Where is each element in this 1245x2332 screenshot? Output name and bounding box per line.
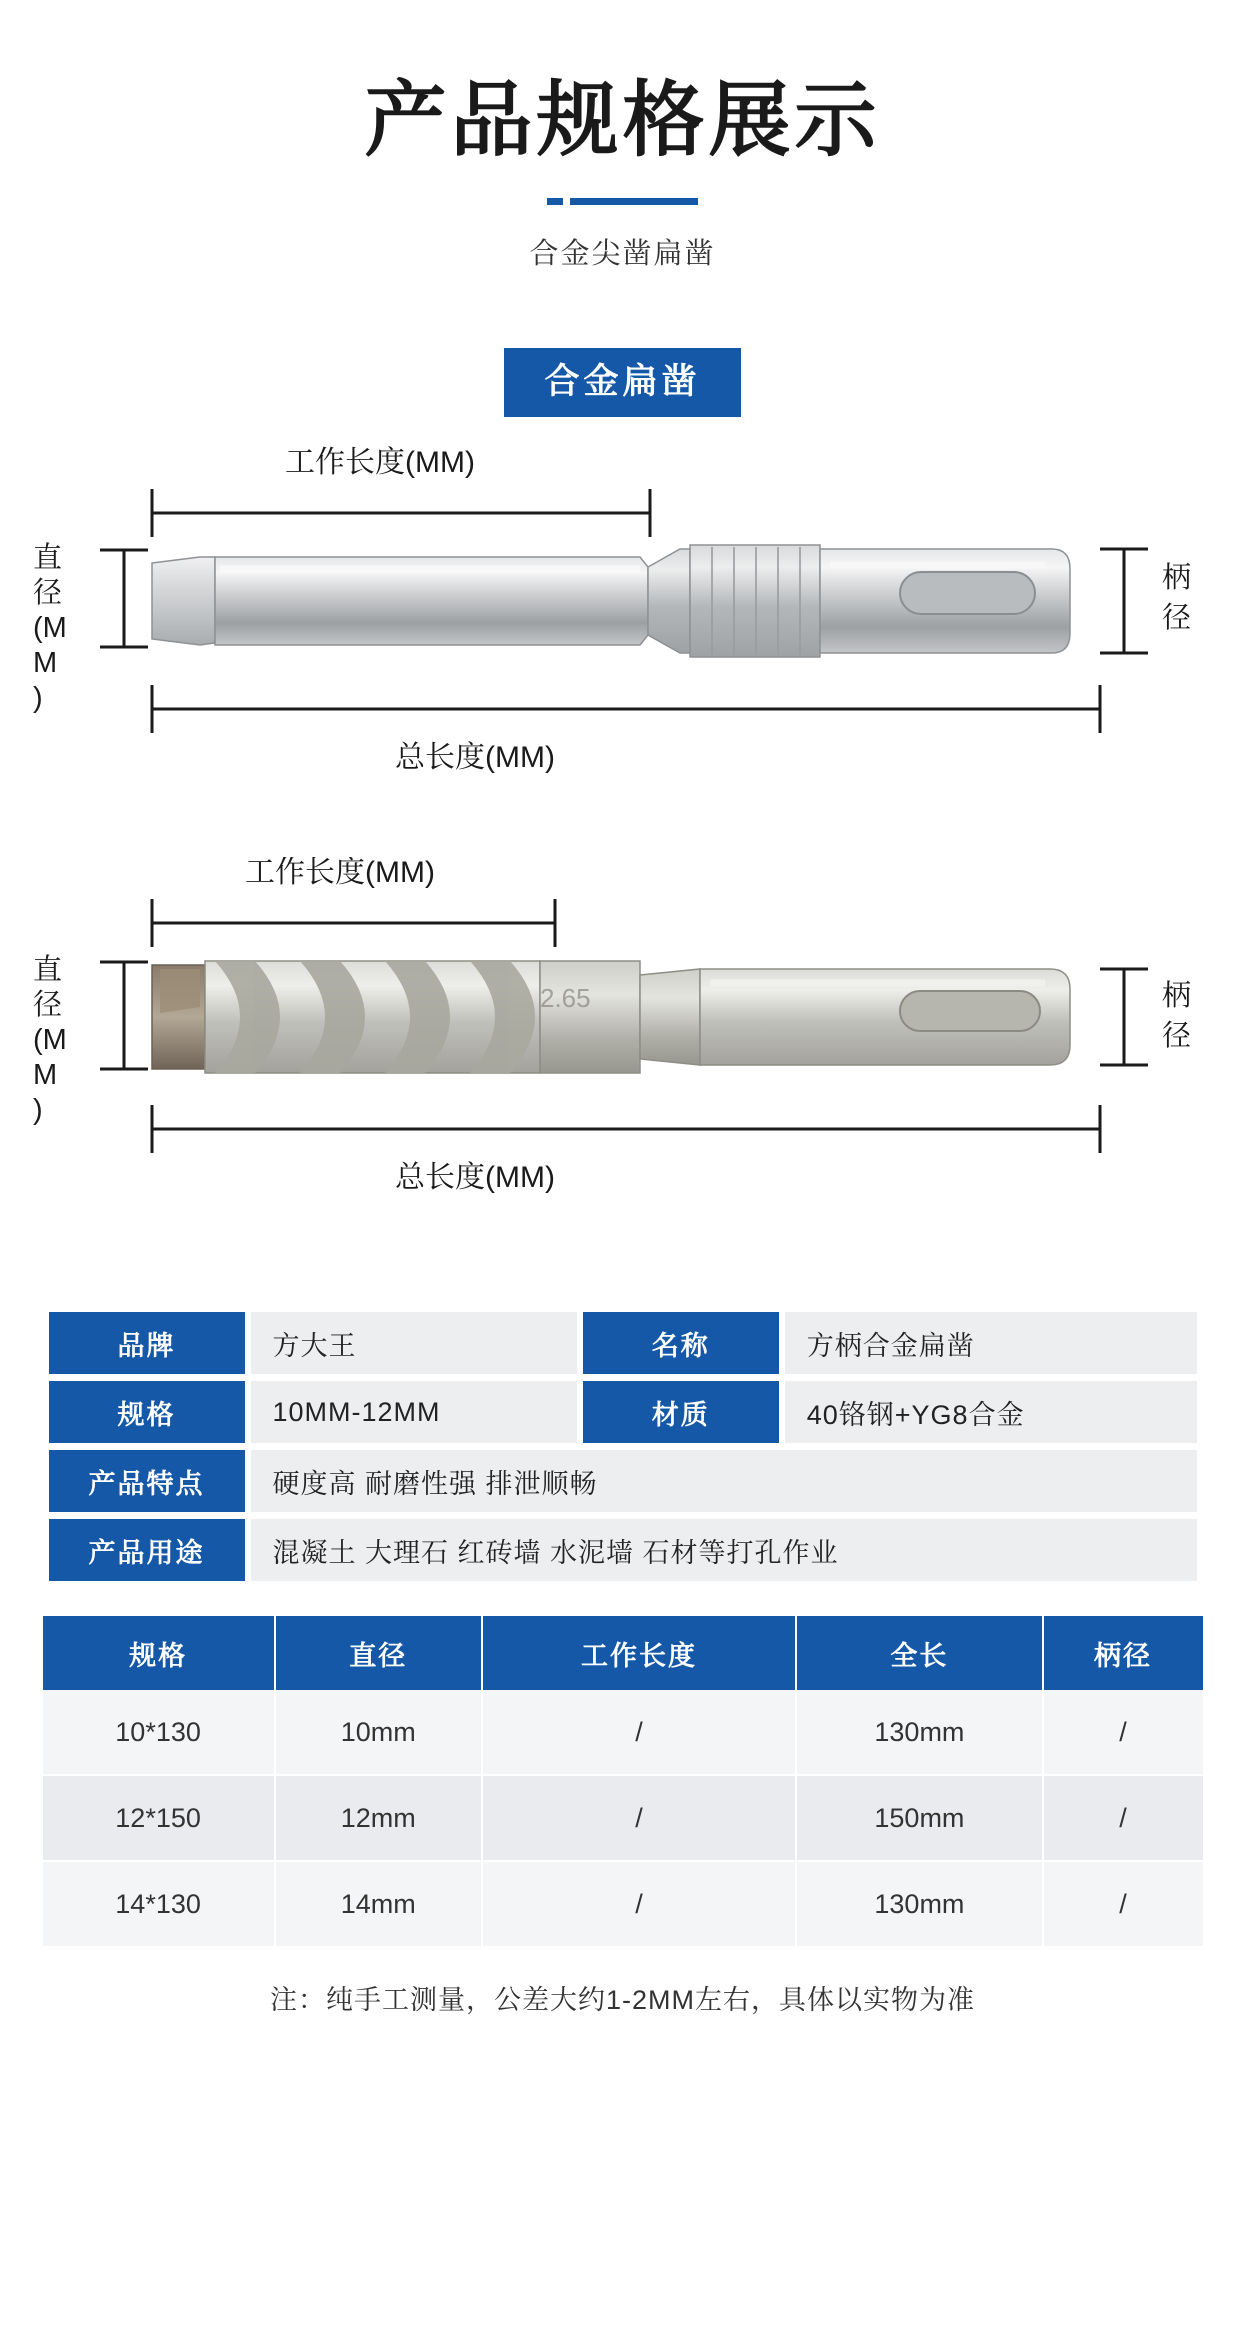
dim-diameter-2 <box>100 962 148 1069</box>
table-row <box>43 1690 1203 1775</box>
section-badge: 合金扁凿 <box>504 348 740 417</box>
spec-value-brand: 方大王 <box>251 1312 577 1374</box>
size-cell: / <box>482 1775 796 1861</box>
spec-label-features: 产品特点 <box>49 1450 245 1512</box>
dim-working-length-label-2: 工作长度(MM) <box>245 857 435 890</box>
spec-label-size: 规格 <box>49 1381 245 1443</box>
size-cell: / <box>1043 1690 1203 1775</box>
spec-label-name: 名称 <box>583 1312 779 1374</box>
dim-diameter-label-1b: 径 <box>33 577 63 610</box>
page-title: 产品规格展示 <box>364 73 881 168</box>
dim-shank-diameter-2 <box>1100 969 1148 1065</box>
dim-shank-label-1a: 柄 <box>1162 562 1192 595</box>
divider-segment-large <box>570 198 698 205</box>
spec-label-usage: 产品用途 <box>49 1519 245 1581</box>
size-cell: 14mm <box>275 1861 482 1947</box>
dim-diameter-label-2a: 直 <box>33 954 63 987</box>
dim-total-length-1 <box>152 685 1100 733</box>
size-cell: 130mm <box>796 1861 1042 1947</box>
size-cell: 10*130 <box>43 1690 275 1775</box>
size-cell: 150mm <box>796 1775 1042 1861</box>
measurement-note: 注：纯手工测量，公差大约1-2MM左右，具体以实物为准 <box>269 1985 975 2016</box>
svg-text:2.65: 2.65 <box>540 983 591 1014</box>
page-header <box>0 0 1245 272</box>
dim-shank-diameter-1 <box>1100 549 1148 653</box>
dim-diameter-label-1a: 直 <box>33 542 63 575</box>
dim-working-length-label-1: 工作长度(MM) <box>285 446 475 480</box>
dim-total-length-label-2: 总长度(MM) <box>395 1161 555 1195</box>
size-cell: / <box>1043 1861 1203 1947</box>
tool-illustration-flat-chisel <box>152 545 1070 657</box>
size-cell: 14*130 <box>43 1861 275 1947</box>
dim-total-length-2 <box>152 1105 1100 1153</box>
table-row <box>49 1312 1197 1374</box>
table-row <box>49 1381 1197 1443</box>
page-subtitle: 合金尖凿扁凿 <box>529 238 716 271</box>
dim-diameter-label-2b: 径 <box>33 989 63 1022</box>
table-row <box>49 1450 1197 1512</box>
table-row <box>49 1519 1197 1581</box>
dim-shank-label-2a: 柄 <box>1162 980 1192 1013</box>
spec-label-brand: 品牌 <box>49 1312 245 1374</box>
size-cell: 12mm <box>275 1775 482 1861</box>
dim-working-length-1 <box>152 489 650 537</box>
dim-diameter-label-2d: M <box>33 1059 58 1092</box>
spec-label-material: 材质 <box>583 1381 779 1443</box>
title-divider <box>543 198 703 205</box>
table-row <box>43 1775 1203 1861</box>
diagram-twist-drill <box>0 857 1245 1287</box>
spec-value-name: 方柄合金扁凿 <box>785 1312 1197 1374</box>
spec-value-material: 40铬钢+YG8合金 <box>785 1381 1197 1443</box>
size-cell: 10mm <box>275 1690 482 1775</box>
size-col-header-diameter: 直径 <box>275 1616 482 1690</box>
size-table <box>43 1616 1203 1948</box>
size-col-header-spec: 规格 <box>43 1616 275 1690</box>
spec-value-usage: 混凝土 大理石 红砖墙 水泥墙 石材等打孔作业 <box>251 1519 1197 1581</box>
size-cell: / <box>1043 1775 1203 1861</box>
size-cell: / <box>482 1861 796 1947</box>
dim-diameter-label-2c: (M <box>33 1024 67 1057</box>
dim-diameter-label-1e: ) <box>33 682 43 715</box>
size-cell: 130mm <box>796 1690 1042 1775</box>
dim-diameter-1 <box>100 550 148 647</box>
table-row <box>43 1861 1203 1947</box>
size-col-header-working-length: 工作长度 <box>482 1616 796 1690</box>
size-col-header-shank: 柄径 <box>1043 1616 1203 1690</box>
dim-diameter-label-1c: (M <box>33 612 67 645</box>
spec-info-table <box>43 1305 1203 1588</box>
size-table-header-row <box>43 1616 1203 1690</box>
dim-shank-label-1b: 径 <box>1162 602 1192 635</box>
diagram-flat-chisel <box>0 417 1245 857</box>
size-cell: 12*150 <box>43 1775 275 1861</box>
size-cell: / <box>482 1690 796 1775</box>
divider-segment-small <box>547 198 563 205</box>
dim-working-length-2 <box>152 899 555 947</box>
tool-illustration-twist-drill <box>152 961 1070 1073</box>
section-badge-wrap <box>0 348 1245 417</box>
spec-value-features: 硬度高 耐磨性强 排泄顺畅 <box>251 1450 1197 1512</box>
dim-shank-label-2b: 径 <box>1162 1020 1192 1053</box>
dim-diameter-label-1d: M <box>33 647 58 680</box>
dim-diameter-label-2e: ) <box>33 1094 43 1127</box>
dim-total-length-label-1: 总长度(MM) <box>395 741 555 775</box>
size-col-header-total-length: 全长 <box>796 1616 1042 1690</box>
spec-value-size: 10MM-12MM <box>251 1381 577 1443</box>
